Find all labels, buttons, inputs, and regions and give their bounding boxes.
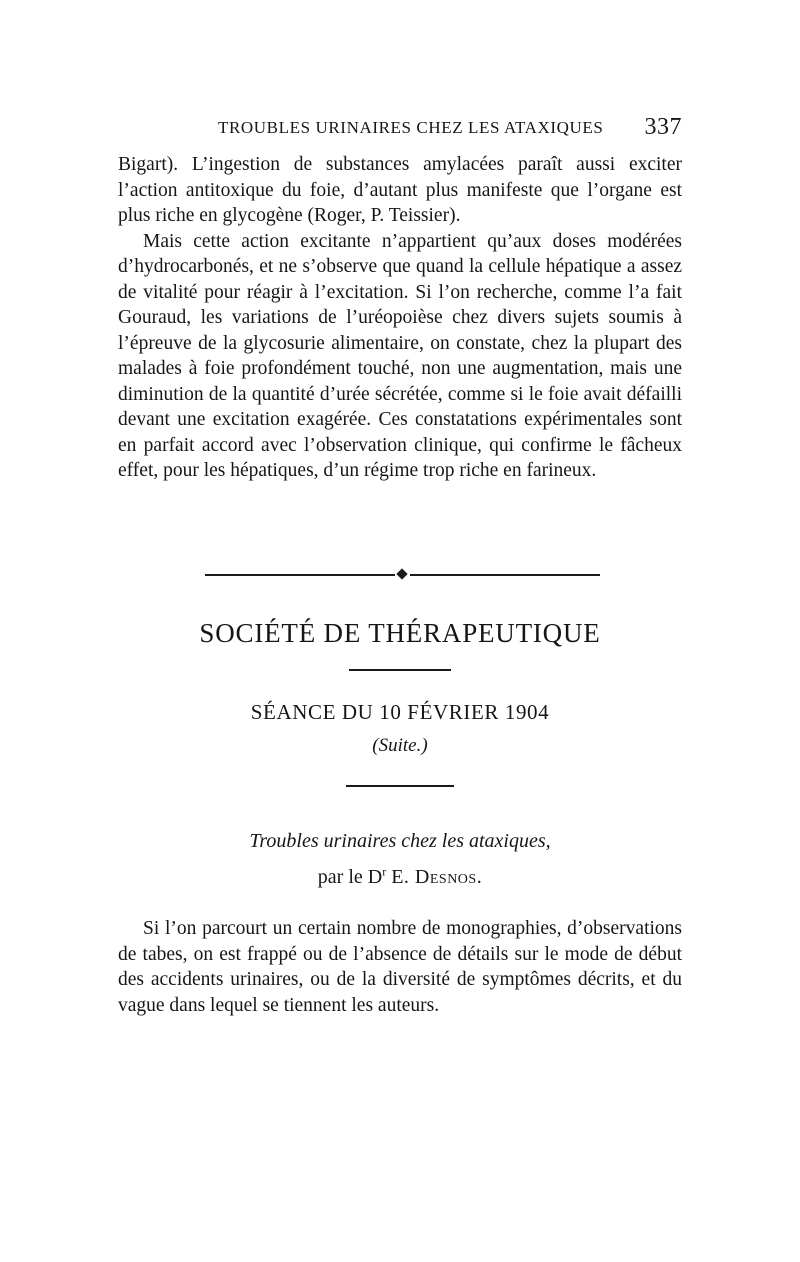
top-text-block [118, 152, 682, 484]
heading-rule-upper [349, 669, 451, 671]
byline-author: E. Desnos. [391, 866, 483, 888]
article-title: Troubles urinaires chez les ataxiques, [249, 830, 551, 852]
session-heading: SÉANCE DU 10 FÉVRIER 1904 [250, 700, 550, 724]
paragraph-monographs: Si l’on parcourt un certain nombre de monographies, d’observations de tabes, on est frappé ou de l’absence de détails sur le mode de début des accidents urinaires, ou de la diversité de symptômes décrits, et du vague dans lequel se tiennent les auteurs. [118, 918, 682, 1016]
diamond-icon [396, 568, 407, 579]
paragraph-hydrocarbons: Mais cette action excitante n’appartient qu’aux doses modérées d’hydrocarbonés, et ne s’observe que quand la cellule hépatique a assez de vitalité pour réagir à l’excitation. Si l’on recherche, comme l’a fait Gouraud, les variations de l’uréopoièse chez divers sujets soumis à l’épreuve de la glycosurie alimentaire, on constate, chez la plupart des malades à foie profondément touché, non une augmentation, mais une diminution de la quantité d’urée sécrétée, comme si le foie avait défailli devant une excitation exagérée. Ces constatations expérimentales sont en parfait accord avec l’observation clinique, qui confirme le fâcheux effet, pour les hépatiques, d’un régime trop riche en farineux. [118, 230, 682, 481]
divider-line-left [205, 574, 395, 576]
running-head [118, 114, 682, 144]
byline-prefix: par le D [317, 866, 383, 888]
bottom-text-block [118, 916, 682, 1018]
divider-line-right [410, 574, 600, 576]
running-head-title: TROUBLES URINAIRES CHEZ LES ATAXIQUES [218, 118, 604, 137]
paragraph-continued: Bigart). L’ingestion de substances amylacées paraît aussi exciter l’action antitoxique du foie, d’autant plus manifeste que l’organe est plus riche en glycogène (Roger, P. Teissier). [118, 154, 682, 226]
article-byline [0, 866, 800, 889]
society-heading: SOCIÉTÉ DE THÉRAPEUTIQUE [199, 618, 601, 648]
page-number: 337 [644, 114, 682, 140]
heading-rule-lower [346, 785, 454, 787]
section-divider-ornament [205, 570, 600, 580]
continuation-note: (Suite.) [372, 735, 428, 756]
byline-superscript: r [382, 864, 387, 879]
